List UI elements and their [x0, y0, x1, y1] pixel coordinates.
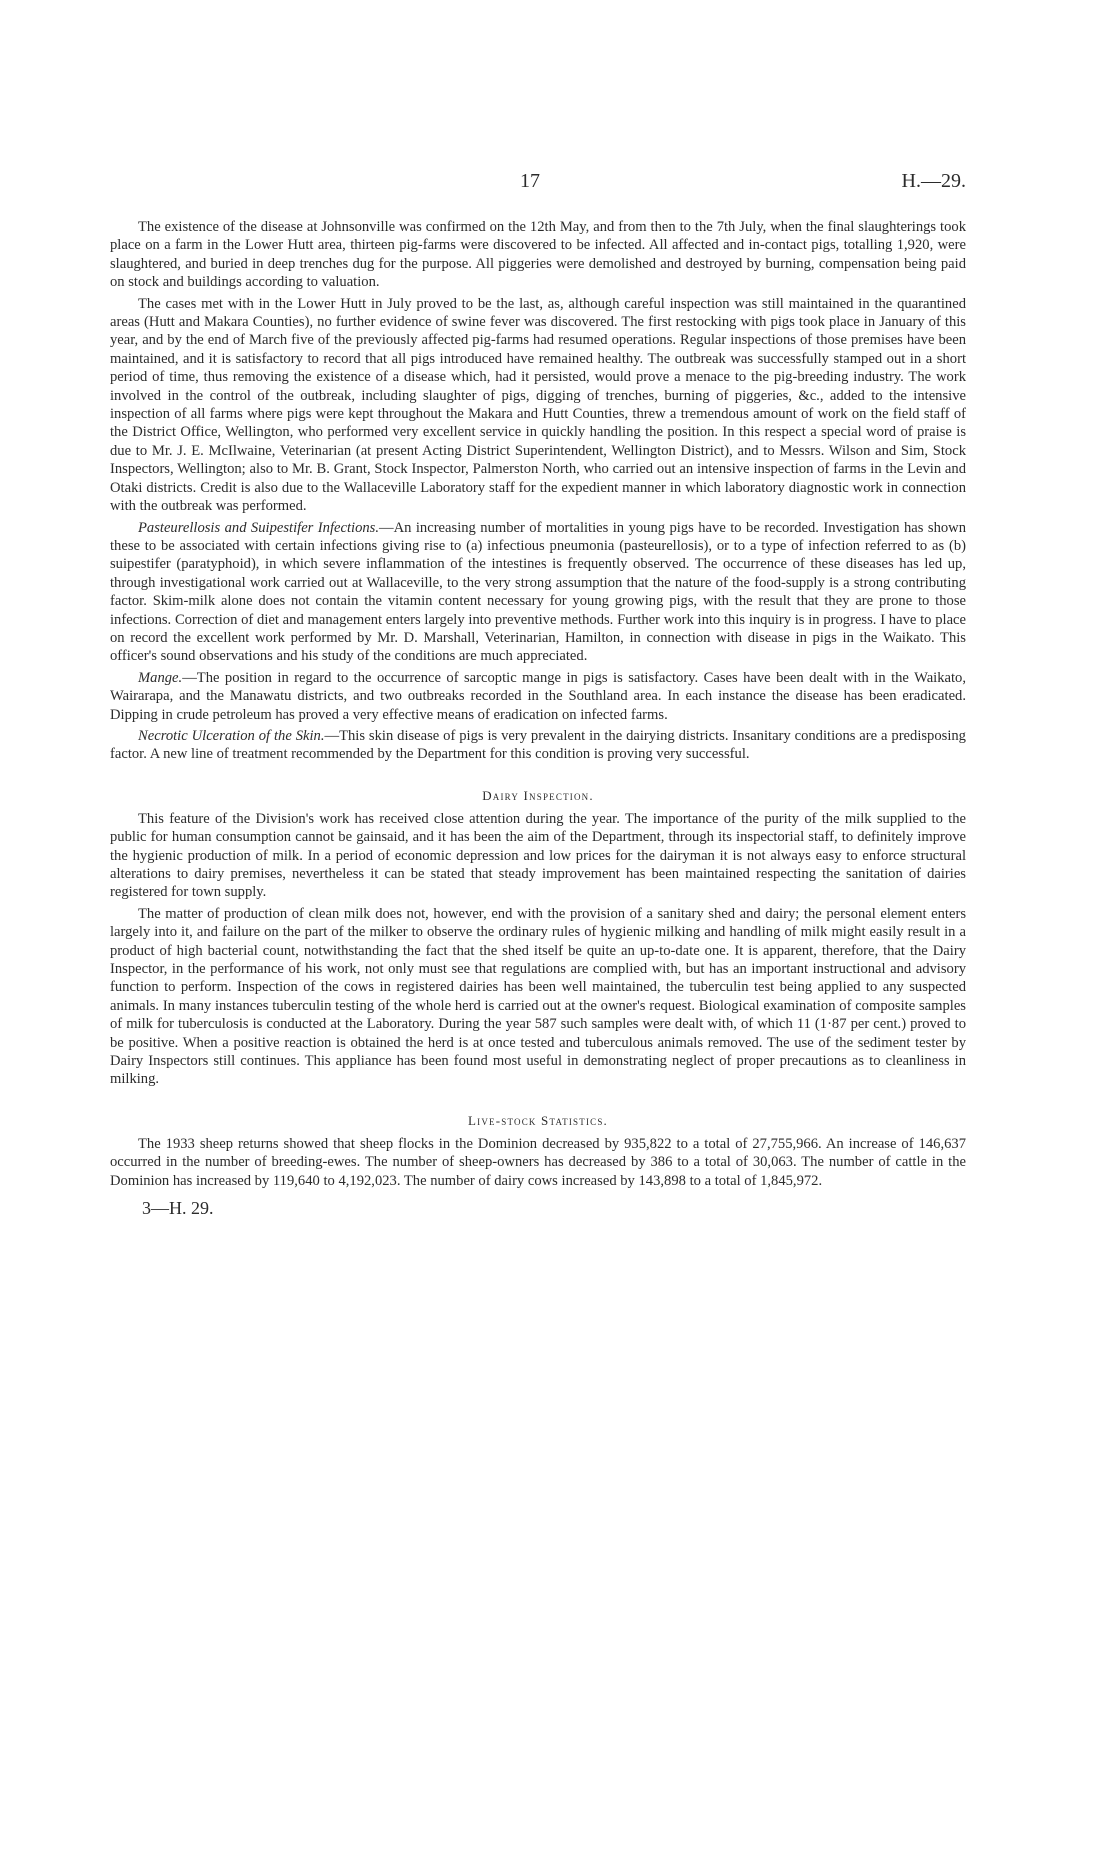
necrotic-title: Necrotic Ulceration of the Skin. [138, 727, 325, 744]
paragraph-livestock: The 1933 sheep returns showed that sheep flocks in the Dominion decreased by 935,822 to a total of 27,755,966. An increase of 146,637 occurred in the number of breeding-ewes. The number of sheep-owners has decreased by 386 to a total of 30,063. The number of cattle in the Dominion has increased by 119,640 to 4,192,023. The number of dairy cows increased by 143,898 to a total of 1,845,972. [110, 1135, 966, 1189]
paragraph-dairy-1: This feature of the Division's work has received close attention during the year. The importance of the purity of the milk supplied to the public for human consumption cannot be gainsaid, and it has been the aim of the Department, through its inspectorial staff, to definitely improve the hygienic production of milk. In a period of economic depression and low prices for the dairyman it is not always easy to enforce structural alterations to dairy premises, nevertheless it can be stated that steady improvement has been maintained respecting the sanitation of dairies registered for town supply. [110, 810, 966, 901]
pasteurellosis-title: Pasteurellosis and Suipestifer Infections. [138, 519, 379, 536]
mange-title: Mange. [138, 669, 183, 686]
document-reference: H.—29. [901, 170, 966, 192]
body-text [110, 218, 966, 1219]
page-header [110, 170, 966, 200]
paragraph-johnsonville: The existence of the disease at Johnsonville was confirmed on the 12th May, and from then to the 7th July, when the final slaughterings took place on a farm in the Lower Hutt area, thirteen pig-farms were discovered to be infected. All affected and in-contact pigs, totalling 1,920, were slaughtered, and buried in deep trenches dug for the purpose. All piggeries were demolished and destroyed by burning, compensation being paid on stock and buildings according to valuation. [110, 219, 966, 291]
pasteurellosis-text: —An increasing number of mortalities in young pigs have to be recorded. Investigation has shown these to be associated with certain infections giving rise to (a) infectious pneumonia (pasteurellosis), or to a type of infection referred to as (b) suipestifer (paratyphoid), in which severe inflammation of the intestines is frequently observed. The occurrence of these diseases has led up, through investigational work carried out at Wallaceville, to the very strong assumption that the nature of the food-supply is a strong contributing factor. Skim-milk alone does not contain the vitamin content necessary for young growing pigs, with the result that they are prone to those infections. Correction of diet and management enters largely into preventive methods. Further work into this inquiry is in progress. I have to place on record the excellent work performed by Mr. D. Marshall, Veterinarian, Hamilton, in connection with disease in pigs in the Waikato. This officer's sound observations and his study of the conditions are much appreciated. [110, 519, 967, 665]
necrotic-text: —This skin disease of pigs is very prevalent in the dairying districts. Insanitary conditions are a predisposing factor. A new line of treatment recommended by the Department for this condition is proving very successful. [110, 727, 966, 763]
mange-text: —The position in regard to the occurrence of sarcoptic mange in pigs is satisfactory. Cases have been dealt with in the Waikato, Wairarapa, and the Manawatu districts, and two outbreaks recorded in the Southland area. In each instance the disease has been eradicated. Dipping in crude petroleum has proved a very effective means of eradication on infected farms. [110, 669, 966, 723]
paragraph-mange [110, 669, 966, 724]
paragraph-lower-hutt: The cases met with in the Lower Hutt in July proved to be the last, as, although careful inspection was still maintained in the quarantined areas (Hutt and Makara Counties), no further evidence of swine fever was discovered. The first restocking with pigs took place in January of this year, and by the end of March five of the previously affected pig-farms had resumed operations. Regular inspections of those premises have been maintained, and it is satisfactory to record that all pigs introduced have remained healthy. The outbreak was successfully stamped out in a short period of time, thus removing the existence of a disease which, had it persisted, would prove a menace to the pig-breeding industry. The work involved in the control of the outbreak, including slaughter of pigs, digging of trenches, burning of piggeries, &c., added to the intensive inspection of all farms where pigs were kept throughout the Makara and Hutt Counties, threw a tremendous amount of work on the field staff of the District Office, Wellington, who performed very excellent service in quickly handling the position. In this respect a special word of praise is due to Mr. J. E. McIlwaine, Veterinarian (at present Acting District Superintendent, Wellington District), and to Messrs. Wilson and Sim, Stock Inspectors, Wellington; also to Mr. B. Grant, Stock Inspector, Palmerston North, who carried out an intensive inspection of farms in the Levin and Otaki districts. Credit is also due to the Wallaceville Laboratory staff for the expedient manner in which laboratory diagnostic work in connection with the outbreak was performed. [110, 295, 966, 515]
signature-reference: 3—H. 29. [142, 1198, 214, 1219]
paragraph-pasteurellosis [110, 519, 966, 666]
section-heading-livestock: Live-stock Statistics. [467, 1112, 609, 1128]
section-heading-dairy: Dairy Inspection. [482, 787, 594, 803]
paragraph-necrotic [110, 727, 966, 764]
paragraph-dairy-2: The matter of production of clean milk does not, however, end with the provision of a sanitary shed and dairy; the personal element enters largely into it, and failure on the part of the milker to observe the ordinary rules of hygienic milking and handling of milk might easily result in a product of high bacterial count, notwithstanding the fact that the shed itself be quite an up-to-date one. It is apparent, therefore, that the Dairy Inspector, in the performance of his work, not only must see that regulations are complied with, but has an important instructional and advisory function to perform. Inspection of the cows in registered dairies has been well maintained, the tuberculin test being applied to any suspected animals. In many instances tuberculin testing of the whole herd is carried out at the owner's request. Biological examination of composite samples of milk for tuberculosis is conducted at the Laboratory. During the year 587 such samples were dealt with, of which 11 (1·87 per cent.) proved to be positive. When a positive reaction is obtained the herd is at once tested and tuberculous animals removed. The use of the sediment tester by Dairy Inspectors still continues. This appliance has been found most useful in demonstrating neglect of proper precautions as to cleanliness in milking. [110, 905, 966, 1088]
page-number: 17 [520, 170, 540, 192]
